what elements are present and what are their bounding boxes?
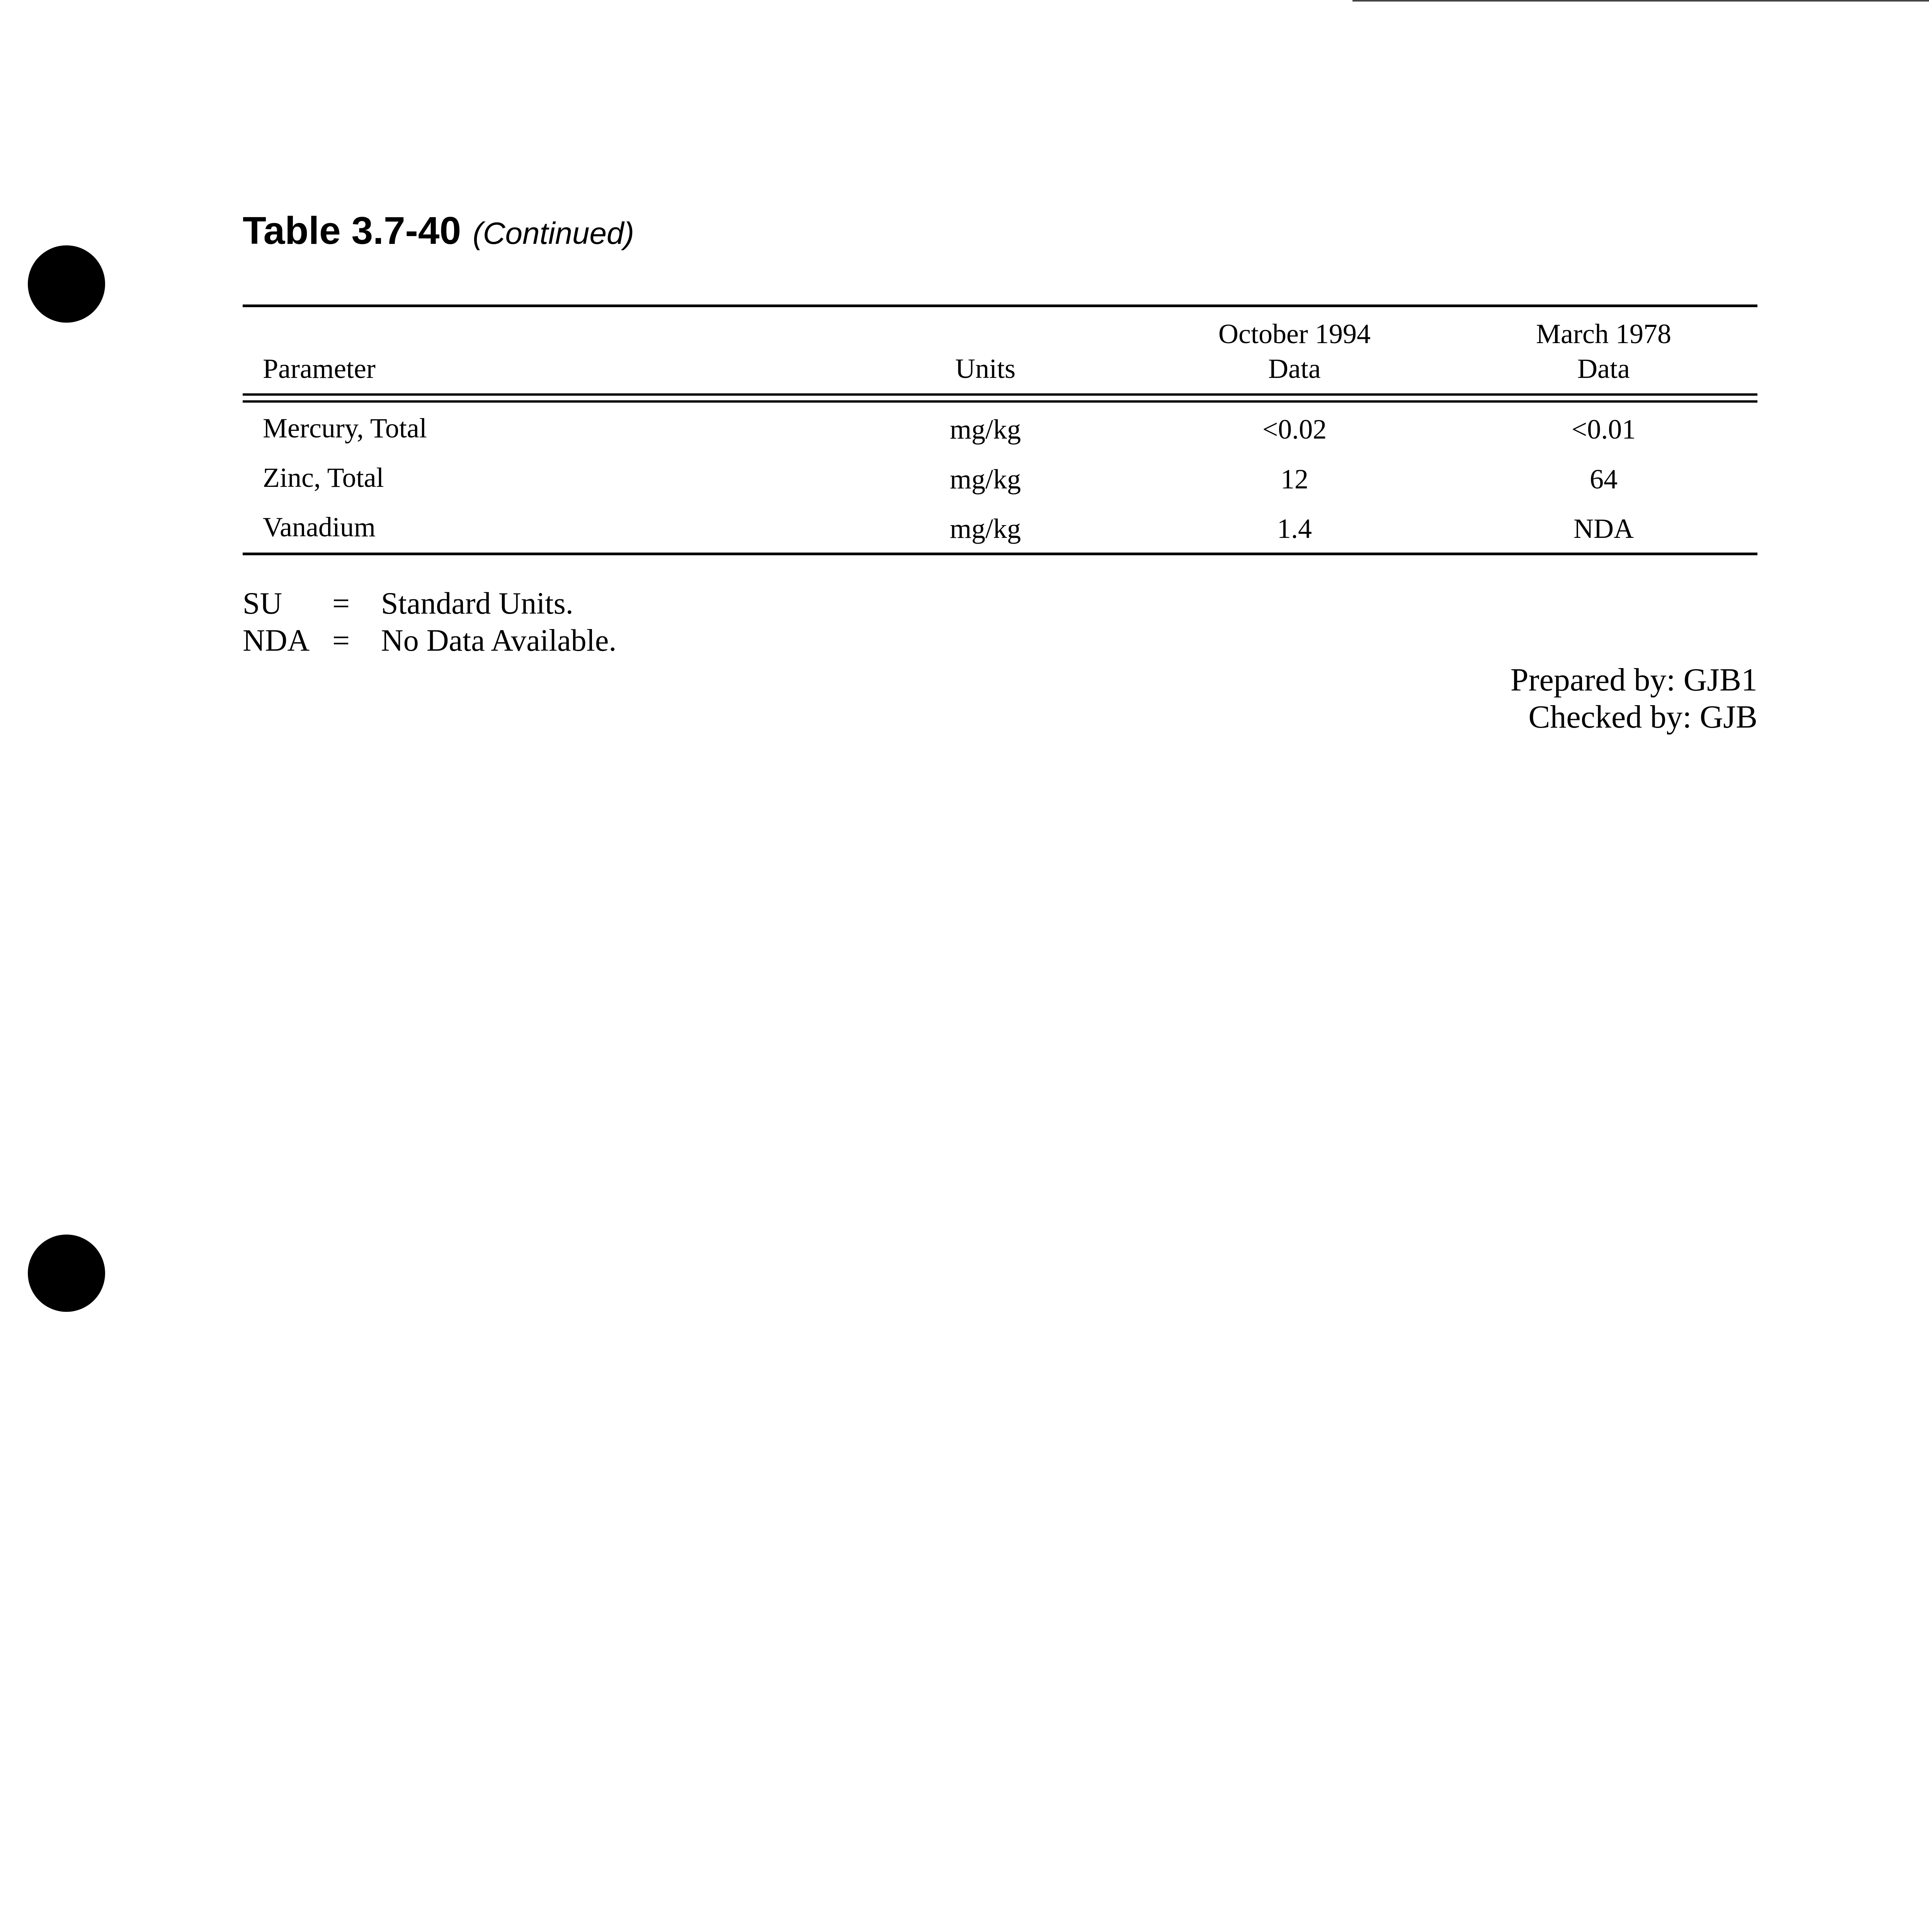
header-october-1994-line2: Data	[1268, 353, 1321, 384]
header-march-1978-line2: Data	[1577, 353, 1630, 384]
header-double-rule-bottom	[243, 400, 1757, 403]
header-october-1994-line1: October 1994	[1218, 318, 1371, 349]
table-number: Table 3.7-40	[243, 209, 461, 252]
header-double-rule-top	[243, 393, 1757, 396]
checked-by: Checked by: GJB	[1528, 699, 1757, 735]
cell-parameter: Mercury, Total	[263, 413, 427, 444]
header-march-1978-line1: March 1978	[1536, 318, 1671, 349]
cell-march-1978: <0.01	[1571, 414, 1636, 445]
table-top-rule	[243, 304, 1757, 307]
cell-october-1994: 1.4	[1277, 513, 1312, 544]
cell-units: mg/kg	[949, 513, 1021, 544]
footnote-equals: =	[332, 587, 350, 621]
header-units: Units	[955, 353, 1016, 384]
cell-october-1994: 12	[1281, 464, 1308, 495]
cell-march-1978: 64	[1590, 464, 1618, 495]
table-bottom-rule	[243, 553, 1757, 555]
cell-parameter: Zinc, Total	[263, 462, 384, 493]
footnote-text: No Data Available.	[381, 624, 617, 658]
cell-march-1978: NDA	[1573, 513, 1634, 544]
cell-units: mg/kg	[949, 464, 1021, 495]
cell-october-1994: <0.02	[1262, 414, 1327, 445]
cell-parameter: Vanadium	[263, 512, 376, 543]
table-title	[243, 209, 634, 253]
table-continued-label: (Continued)	[473, 216, 634, 250]
cell-units: mg/kg	[949, 414, 1021, 445]
prepared-by: Prepared by: GJB1	[1510, 662, 1757, 698]
punch-hole-middle	[28, 1235, 105, 1312]
footnote-abbr: NDA	[243, 624, 310, 658]
footnote-equals: =	[332, 624, 350, 658]
footnote-text: Standard Units.	[381, 587, 573, 621]
header-parameter: Parameter	[263, 353, 376, 384]
scan-edge-line	[1352, 0, 1929, 2]
footnote-abbr: SU	[243, 587, 282, 621]
punch-hole-top	[28, 245, 105, 323]
